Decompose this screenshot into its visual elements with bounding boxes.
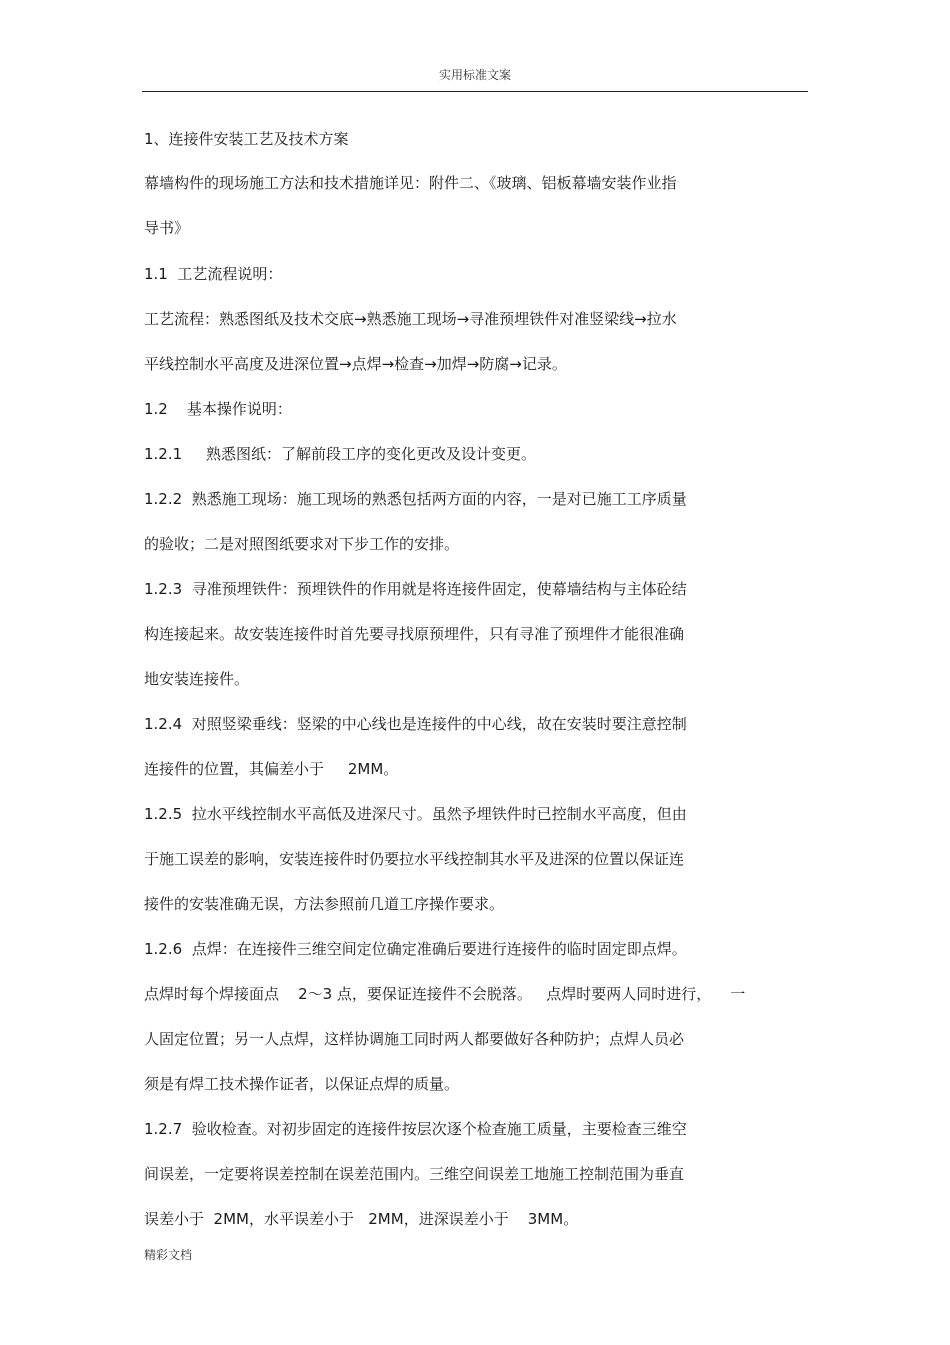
paragraph-line: 1.2.1 熟悉图纸：了解前段工序的变化更改及设计变更。 — [144, 445, 537, 463]
paragraph-line: 须是有焊工技术操作证者，以保证点焊的质量。 — [144, 1075, 460, 1093]
paragraph-line: 误差小于 2MM，水平误差小于 2MM，进深误差小于 3MM。 — [144, 1210, 579, 1228]
paragraph-line: 1.2.3 寻准预埋铁件：预埋铁件的作用就是将连接件固定，使幕墙结构与主体砼结 — [144, 580, 687, 598]
paragraph-line: 地安装连接件。 — [144, 670, 250, 688]
paragraph-line: 于施工误差的影响，安装连接件时仍要拉水平线控制其水平及进深的位置以保证连 — [144, 850, 685, 868]
paragraph-line: 人固定位置；另一人点焊，这样协调施工同时两人都要做好各种防护；点焊人员必 — [144, 1030, 685, 1048]
paragraph-line: 1.2.7 验收检查。对初步固定的连接件按层次逐个检查施工质量，主要检查三维空 — [144, 1120, 687, 1138]
subsection-heading: 1.2 基本操作说明： — [144, 400, 292, 418]
paragraph-line: 1.2.5 拉水平线控制水平高低及进深尺寸。虽然予埋铁件时已控制水平高度，但由 — [144, 805, 687, 823]
subsection-heading: 1.1 工艺流程说明： — [144, 265, 283, 283]
paragraph-line: 1.2.6 点焊：在连接件三维空间定位确定准确后要进行连接件的临时固定即点焊。 — [144, 940, 687, 958]
page-header: 实用标准文案 — [438, 68, 511, 82]
paragraph-line: 构连接起来。故安装连接件时首先要寻找原预埋件，只有寻准了预埋件才能很准确 — [144, 625, 685, 643]
paragraph-line: 点焊时每个焊接面点 2～3 点，要保证连接件不会脱落。 点焊时要两人同时进行， 一 — [144, 985, 746, 1003]
section-heading: 1、连接件安装工艺及技术方案 — [144, 130, 349, 148]
paragraph-line: 1.2.4 对照竖梁垂线：竖梁的中心线也是连接件的中心线，故在安装时要注意控制 — [144, 715, 687, 733]
paragraph-line: 接件的安装准确无误，方法参照前几道工序操作要求。 — [144, 895, 505, 913]
paragraph-line: 导书》 — [144, 219, 190, 237]
paragraph-line: 的验收；二是对照图纸要求对下步工作的安排。 — [144, 535, 460, 553]
paragraph-line: 平线控制水平高度及进深位置→点焊→检查→加焊→防腐→记录。 — [144, 355, 567, 373]
page-footer: 精彩文档 — [144, 1248, 193, 1262]
paragraph-line: 1.2.2 熟悉施工现场：施工现场的熟悉包括两方面的内容，一是对已施工工序质量 — [144, 490, 687, 508]
paragraph-line: 间误差，一定要将误差控制在误差范围内。三维空间误差工地施工控制范围为垂直 — [144, 1165, 685, 1183]
paragraph-line: 工艺流程：熟悉图纸及技术交底→熟悉施工现场→寻准预埋铁件对准竖梁线→拉水 — [144, 310, 677, 328]
paragraph-line: 幕墙构件的现场施工方法和技术措施详见：附件二、《玻璃、铝板幕墙安装作业指 — [144, 174, 677, 192]
header-divider — [142, 91, 808, 92]
paragraph-line: 连接件的位置，其偏差小于 2MM。 — [144, 760, 399, 778]
